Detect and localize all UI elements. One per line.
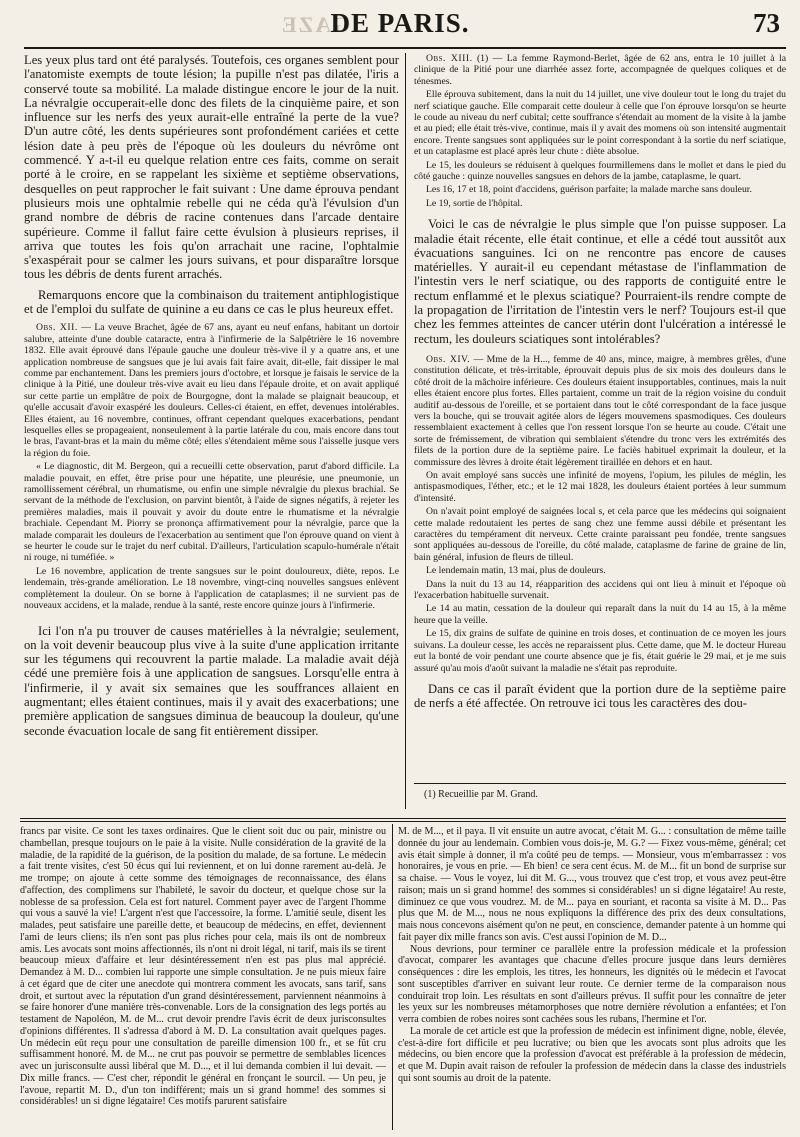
observation-12: Obs. XII. — La veuve Brachet, âgée de 67 ans, ayant eu neuf enfans, habitant un dortoir salubre, atteinte d'une double cataracte, entra à l'infirmerie de la Salpêtrière le 16 novembre 1832. Elle avait éprouvé dans l'épaule gauche une douleur très-vive il y a quatre ans, et une application nombreuse de sangsues que je lui avais fait faire avait, dit-elle, fait dissiper le mal comme par enchantement. Dans les premiers jours d'octobre, et lorsque je faisais le service de la clinique à la Pitié, une douleur très-vive avait eu lieu dans l'épaule droite, et on avait appliqué sur cette partie un emplâtre de poix de Bourgogne, dont la malade se plaignait beaucoup, et qu'elle accusait d'avoir exaspéré les douleurs. Celles-ci étaient, en effet, devenues intolérables. Elles étaient, au 16 novembre, continues, offrant cependant quelques exacerbations, pendant lesquelles elles se propageaient, nonseulement à la partie latérale du cou, mais encore dans tout le bras, l'avant-bras et la main du même côté; elles s'étendaient même sous l'aisselle jusque vers la région du foie.: [24, 322, 399, 459]
observation-12-quote: « Le diagnostic, dit M. Bergeon, qui a recueilli cette observation, parut d'abord difficile. La maladie pouvait, en effet, être prise pour une hépatite, une pleurésie, une pneumonie, un ramollissement cérébral, un rhumatisme, ou enfin une simple névralgie du plexus brachial. Se servant de la méthode de l'exclusion, on parvint bientôt, à l'aide de signes négatifs, à rejeter les premières maladies, mais il pouvait y avoir du doute entre le rhumatisme et la névralgie brachiale. Cependant M. Piorry se prononça affirmativement pour la névralgie, parce que la malade comparait les douleurs de l'exacerbation au sentiment que l'on éprouve quand on vient à se heurter le coude sur le trajet du nerf cubital. D'ailleurs, l'articulation scapulo-humérale n'était ni rouge, ni tuméfiée. »: [24, 461, 399, 564]
paragraph-simple-case: Voici le cas de névralgie le plus simple que l'on puisse supposer. La maladie était récente, elle était continue, et elle a cédé tout aussitôt aux évacuations sanguines. Ici on ne rencontre pas encore de causes matérielles. Y aurait-il eu cependant métastase de l'inflammation de l'intestin vers le nerf sciatique, ou des rapports de contiguité entre le rectum enflammé et le plexus sciatique? Pourraient-ils rendre compte de la propagation de l'irritation de l'intestin vers le nerf? Toujours est-il que chez les femmes atteintes de cancer utérin dont l'ulcération a intéressé le rectum, les douleurs sciatiques sont intolérables?: [414, 217, 786, 346]
observation-14-p2: On avait employé sans succès une infinité de moyens, l'opium, les pilules de méglin, les antispasmodiques, l'éther, etc.; et le 12 mai 1828, les douleurs étaient portées à leur summum d'intensité.: [414, 470, 786, 504]
observation-13-p3: Le 15, les douleurs se réduisent à quelques fourmillemens dans le mollet et dans le pied du côté gauche : quinze nouvelles sangsues en dehors de la jambe, cataplasme, le quart.: [414, 159, 786, 183]
observation-13-p2: Elle éprouva subitement, dans la nuit du 14 juillet, une vive douleur tout le long du trajet du nerf sciatique gauche. Elle comparait cette douleur à celle que l'on éprouve lorsqu'on se heurte le coude au niveau du nerf cubital; cette souffrance s'étendait au moment de la visite à la jambe et au pied; elle était très-vive, continue, mais il y avait des momens où son intensité augmentait encore. Trente sangsues sont appliquées sur le point correspondant à la sortie du nerf sciatique, et un cataplasme est placé après leur chute : diète absolue.: [414, 89, 786, 158]
footnote: (1) Recueillie par M. Grand.: [424, 789, 538, 800]
feuilleton-left-column: [20, 826, 386, 1132]
observation-label: Obs. XIV.: [426, 353, 471, 365]
observation-14-p5: Dans la nuit du 13 au 14, réapparition des accidens qui ont lieu à minuit et l'époque où l'exacerbation habituelle survenait.: [414, 578, 786, 602]
page-title: DE PARIS.: [330, 8, 470, 38]
observation-14-p7: Le 15, dix grains de sulfate de quinine en trois doses, et continuation de ce moyen les jours suivans. La douleur cesse, les accès ne reparaissent plus. Cette dame, que M. le docteur Hureau eut la bonté de voir pendant une courte absence que je fis, était guérie le 29 mai, et je me suis assuré qu'au mois d'août suivant la maladie ne s'était pas reproduite.: [414, 628, 786, 674]
observation-label: Obs. XII.: [36, 322, 78, 334]
header-rule: [24, 47, 786, 49]
paragraph-final: Dans ce cas il paraît évident que la portion dure de la septième paire de nerfs a été affectée. On retrouve ici tous les caractères des dou-: [414, 681, 786, 711]
observation-12-end: Le 16 novembre, application de trente sangsues sur le point douloureux, diète, repos. Le lendemain, très-grande amélioration. Le 18 novembre, vingt-cinq nouvelles sangsues enlèvent complètement la douleur. On se borne à l'application de cataplasmes; il ne survient pas de nouveaux accidens, et la malade, rendue à la santé, reste encore quinze jours à l'infirmerie.: [24, 565, 399, 612]
observation-13-p4: Les 16, 17 et 18, point d'accidens, guérison parfaite; la malade marche sans douleur.: [426, 184, 752, 196]
page-number: 73: [753, 8, 780, 38]
feuilleton-text-right-2: Nous devrions, pour terminer ce parallèle entre la profession médicale et la profession d'avocat, comparer les avantages que chacune d'elles procure jusque dans leurs dernières conséquences : dire les emplois, les titres, les honneurs, les dignités où le médecin et l'avocat sont susceptibles d'arriver en suivant leur route. Ce dernier terme de la comparaison nous conduirait trop loin. Les résultats en sont d'ailleurs prévus. Il suffit pour les connaître de jeter les yeux sur les nombreuses métamorphoses que notre dernière révolution a enfantées; et l'on verra combien de robes noires sont cachées sous les rubans, l'hermine et l'or.: [398, 943, 786, 1025]
paragraph-remark: Remarquons encore que la combinaison du traitement antiphlogistique et de l'emploi du sulfate de quinine a eu dans ce cas le plus heureux effet.: [24, 287, 399, 317]
footnote-rule: [414, 783, 786, 784]
running-head: [18, 6, 782, 46]
feuilleton-rule-bottom: [20, 821, 786, 822]
feuilleton-text-left: francs par visite. Ce sont les taxes ordinaires. Que le client soit duc ou pair, ministre ou chambellan, presque toujours on le paie à la visite. Nulle considération de la gravité de la maladie, de la rapidité de la guérison, de la position du malade, de sa fortune. Le médecin a fait trente visites, c'est 50 écus qui lui reviennent, et on lui donne rarement au-delà. Je me trompe; on ajoute à cette somme des témoignages de reconnaissance, des élans d'affection, des complimens sur l'habileté, le savoir du docteur, et quelque chose sur la noblesse de sa profession. Cela est fort naturel. Comment payer avec de l'argent l'homme qui vous a sauvé la vie! L'argent n'est que l'accessoire, la forme. L'amitié seule, disent les malades, peut satisfaire une pareille dette, et beaucoup de médecins, en effet, deviennent l'ami de leurs cliens; ils n'en sont pas plus riches pour cela, mais ils ont de nombreux amis. Les avocats sont moins affectionnés, ils n'ont ni droit légal, ni tarif, mais ils se tirent beaucoup mieux d'affaire et leur désintéressement n'en est pas plus mal apprécié. Demandez à M. D... combien lui rapporte une simple consultation. Je ne puis mieux faire à cet égard que de citer une anecdote qui montrera comment les avocats, sans tarif, sans droit, et surtout avec la réputation d'un grand désintéressement, parviennent néanmoins à se faire honorer d'une manière très-convenable. Lors de la consignation des legs portés au testament de Napoléon, M. de M... crut devoir prendre l'avis écrit de deux jurisconsultes d'opinions différentes. Il s'adressa d'abord à M. D. La consultation avait quelques pages. Un médecin eût reçu pour une consultation de pareille dimension 100 fr., et se fût cru suffisamment honoré. M. de M... ne crut pas pouvoir se permettre de semblables licences avec un jurisconsulte aussi libéral que M. D..., et il lui demanda combien il lui devait. — Dix mille francs. — C'est cher, répondit le général en fronçant le sourcil. — Un peu, je l'avoue, repartit M. D., d'un ton indifférent; mais un si grand homme! des sommes si considérables! un si digne légataire! Ces motifs parurent satisfaire: [20, 826, 386, 1108]
observation-label: Obs. XIII.: [426, 53, 473, 64]
paragraph-commentary: Ici l'on n'a pu trouver de causes matérielles à la névralgie; seulement, on la voit devenir beaucoup plus vive à la suite d'une application irritante sur les tégumens qui recouvrent la partie malade. La maladie avait déjà cédé une première fois à une application de sangsues. Lorsqu'elle entra à l'infirmerie, il y avait six semaines que les souffrances allaient en augmentant; elles étaient continues, mais il y avait des exacerbations; une première application de sangsues diminua de beaucoup la douleur, qu'une seconde évacuation locale de sang fit entièrement dissiper.: [24, 623, 399, 738]
feuilleton-text-right-3: La morale de cet article est que la profession de médecin est infiniment digne, noble, élevée, c'est-à-dire fort difficile et peu lucrative; ou bien que les avocats sont plus adroits que les médecins, ou bien encore que la profession d'avocat est préférable à la profession de médecin, et que M. Dupin avait raison de refouler la profession de médecin dans la classe des industriels qui sont soumis au droit de la patente.: [398, 1025, 786, 1084]
feuilleton-divider: [392, 824, 393, 1130]
show-through-text: GAZE: [280, 12, 351, 37]
observation-14: Obs. XIV. — Mme de la H..., femme de 40 ans, mince, maigre, à membres grêles, d'une constitution délicate, et très-irritable, éprouvait depuis plus de six mois des douleurs dans le côté droit de la mâchoire inférieure. Ces douleurs étaient insupportables, continues, mais la nuit elles étaient encore plus fortes. Elles partaient, comme un trait de la région voisine du conduit auditif au-dessous de l'oreille, et se portaient dans tout le côté correspondant de la face jusque vers la bouche, qui se trouvait agitée alors de légers mouvemens spasmodiques. Ces douleurs ressemblaient exactement à celles que l'on ressent lorsque l'on se heurte au coude. C'était une sorte de frémissement, de vibration qui semblaient s'étendre du tronc vers les extrémités des filets de la portion dure de la septième paire. Le faciès habituel exprimait la douleur, et la commissure des lèvres à droite était légèrement tiraillée en dehors et en haut.: [414, 353, 786, 468]
feuilleton-right-column: [398, 826, 786, 1132]
column-divider: [405, 53, 406, 809]
feuilleton-text-right: M. de M..., et il paya. Il vit ensuite un autre avocat, c'était M. G... : consultation de même taille donnée du jour au lendemain. Combien vous dois-je, M. G.? — Fixez vous-même, général; cet avis était simple à donner, il m'a coûté peu de temps. — Monsieur, vous m'embarrassez : vos honoraires, je vous en prie. — Eh bien! ce sera cent écus. M. de M... fit un bond de surprise sur sa chaise. — Vous le voyez, lui dit M. G..., vous trouvez que c'est trop, et vous avez peut-être raison; mais un si grand homme! des sommes si considérables! un si digne légataire! Au reste, diminuez ce que vous voudrez. M. de M... paya en souriant, et raconta sa visite à M. D... Pas plus que M. de M..., nous ne nous expliquons la différence des prix des deux consultations, mais nous concevons aisément qu'on ne peut, en conscience, demander patente à un homme qui fait payer dix mille francs son avis. C'est aussi l'opinion de M. D...: [398, 826, 786, 943]
left-column: [24, 53, 399, 811]
feuilleton-rule-top: [20, 818, 786, 819]
paragraph-intro: Les yeux plus tard ont été paralysés. Toutefois, ces organes semblent pour l'anatomiste exempts de toute lésion; la pupille n'est pas dilatée, l'iris a conservé toute sa mobilité. La malade distingue encore le jour de la nuit. La névralgie occuperait-elle donc des filets de la cinquième paire, et son influence sur les nerfs des yeux aurait-elle entraîné la perte de la vue? D'un autre côté, les dents supérieures sont profondément cariées et cette lésion date à peu près de l'époque où les douleurs du névrôme ont commencé. Y a-t-il eu quelque relation entre ces faits, comme on serait porté à le croire, en se rappelant les sixième et septième observations, desquelles on peut rapprocher le fait suivant : Une dame éprouva pendant plusieurs mois une ophtalmie rebelle qui ne céda qu'à l'évulsion d'un grand nombre de débris de racine contenues dans l'arcade dentaire supérieure. Comme il fallut faire cette évulsion à plusieurs reprises, il arriva que toutes les fois qu'on arrachait une racine, l'ophtalmie s'exaspérait pour se calmer les jours suivans, et pour disparaître lorsque tous les débris de dents furent arrachés.: [24, 53, 399, 282]
right-column: [414, 53, 786, 781]
observation-13: Obs. XIII. (1) — La femme Raymond-Berlet, âgée de 62 ans, entra le 10 juillet à la clinique de la Pitié pour une diarrhée assez forte, accompagnée de quelques coliques et de ténesmes.: [414, 53, 786, 87]
observation-14-p4: Le lendemain matin, 13 mai, plus de douleurs.: [426, 565, 606, 577]
observation-13-p5: Le 19, sortie de l'hôpital.: [426, 197, 523, 209]
observation-14-p3: On n'avait point employé de saignées local s, et cela parce que les médecins qui soignaient cette malade redoutaient les pertes de sang chez une femme aussi débile et présentant les caractères du tempérament dit nerveux. Cette crainte paraissant peu fondée, trente sangsues sont appliquées au-dessous de l'oreille, du côté malade, cataplasme de farine de graine de lin, bain général, infusion de fleurs de tilleul.: [414, 506, 786, 563]
observation-14-p6: Le 14 au matin, cessation de la douleur qui reparaît dans la nuit du 14 au 15, à la même heure que la veille.: [414, 603, 786, 626]
